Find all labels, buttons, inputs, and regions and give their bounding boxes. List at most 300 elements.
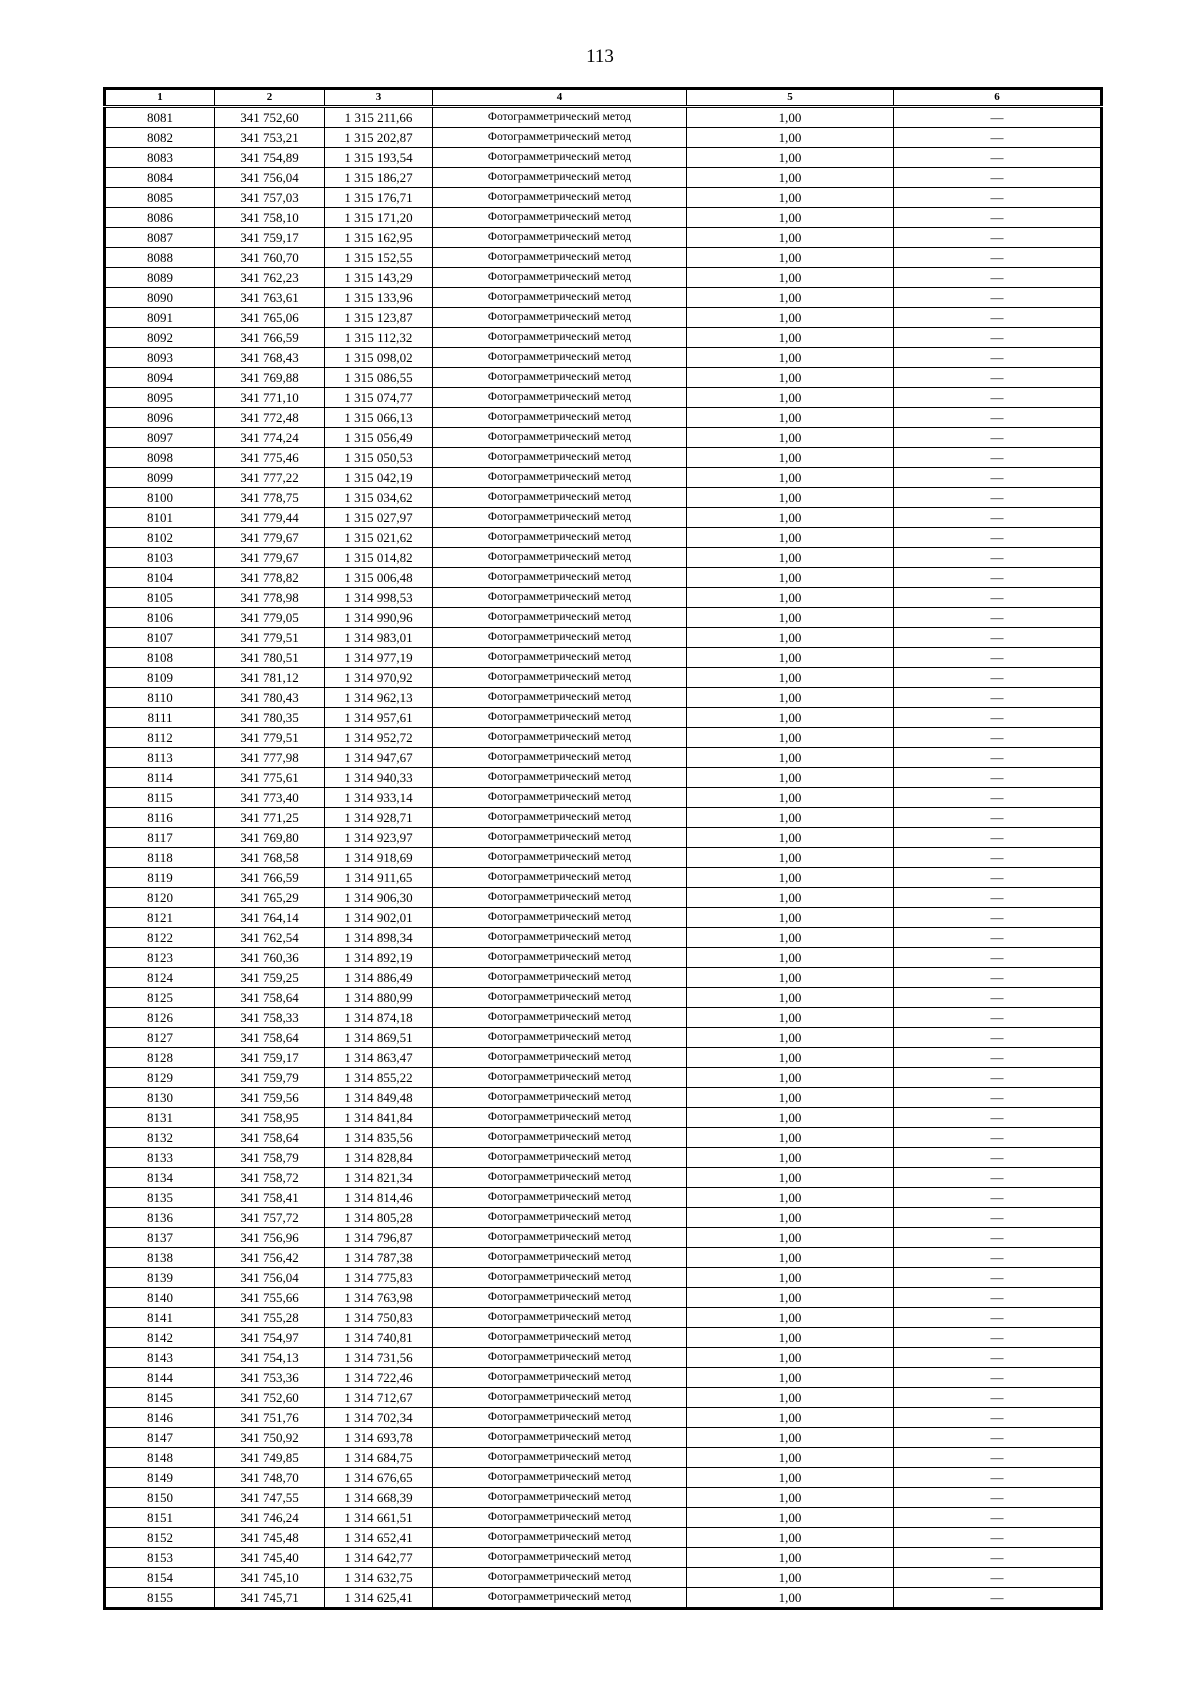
y-coordinate-cell: 1 315 112,32: [325, 328, 433, 348]
table-row: [105, 1148, 1102, 1168]
y-coordinate-cell: 1 314 828,84: [325, 1148, 433, 1168]
point-number-cell: 8085: [105, 188, 215, 208]
table-row: [105, 168, 1102, 188]
y-coordinate-cell: 1 314 849,48: [325, 1088, 433, 1108]
method-cell: Фотограмметрический метод: [433, 1028, 687, 1048]
x-coordinate-cell: 341 779,44: [215, 508, 325, 528]
point-number-cell: 8098: [105, 448, 215, 468]
y-coordinate-cell: 1 314 668,39: [325, 1488, 433, 1508]
note-cell: —: [894, 1268, 1102, 1288]
x-coordinate-cell: 341 757,03: [215, 188, 325, 208]
point-number-cell: 8136: [105, 1208, 215, 1228]
method-cell: Фотограмметрический метод: [433, 228, 687, 248]
table-row: [105, 788, 1102, 808]
y-coordinate-cell: 1 314 940,33: [325, 768, 433, 788]
method-cell: Фотограмметрический метод: [433, 728, 687, 748]
x-coordinate-cell: 341 780,35: [215, 708, 325, 728]
accuracy-cell: 1,00: [687, 448, 894, 468]
x-coordinate-cell: 341 775,46: [215, 448, 325, 468]
table-row: [105, 968, 1102, 988]
y-coordinate-cell: 1 314 998,53: [325, 588, 433, 608]
x-coordinate-cell: 341 779,51: [215, 728, 325, 748]
point-number-cell: 8122: [105, 928, 215, 948]
method-cell: Фотограмметрический метод: [433, 388, 687, 408]
x-coordinate-cell: 341 771,10: [215, 388, 325, 408]
note-cell: —: [894, 548, 1102, 568]
method-cell: Фотограмметрический метод: [433, 107, 687, 128]
method-cell: Фотограмметрический метод: [433, 988, 687, 1008]
method-cell: Фотограмметрический метод: [433, 748, 687, 768]
point-number-cell: 8093: [105, 348, 215, 368]
column-header-3: 3: [325, 89, 433, 107]
accuracy-cell: 1,00: [687, 288, 894, 308]
table-row: [105, 1508, 1102, 1528]
note-cell: —: [894, 908, 1102, 928]
method-cell: Фотограмметрический метод: [433, 1548, 687, 1568]
note-cell: —: [894, 808, 1102, 828]
x-coordinate-cell: 341 762,23: [215, 268, 325, 288]
note-cell: —: [894, 1288, 1102, 1308]
note-cell: —: [894, 308, 1102, 328]
x-coordinate-cell: 341 758,41: [215, 1188, 325, 1208]
method-cell: Фотограмметрический метод: [433, 1048, 687, 1068]
y-coordinate-cell: 1 315 066,13: [325, 408, 433, 428]
point-number-cell: 8129: [105, 1068, 215, 1088]
accuracy-cell: 1,00: [687, 848, 894, 868]
accuracy-cell: 1,00: [687, 1488, 894, 1508]
note-cell: —: [894, 1148, 1102, 1168]
y-coordinate-cell: 1 315 162,95: [325, 228, 433, 248]
x-coordinate-cell: 341 748,70: [215, 1468, 325, 1488]
table-row: [105, 1168, 1102, 1188]
point-number-cell: 8088: [105, 248, 215, 268]
x-coordinate-cell: 341 779,05: [215, 608, 325, 628]
point-number-cell: 8139: [105, 1268, 215, 1288]
y-coordinate-cell: 1 314 990,96: [325, 608, 433, 628]
note-cell: —: [894, 1428, 1102, 1448]
point-number-cell: 8082: [105, 128, 215, 148]
y-coordinate-cell: 1 314 911,65: [325, 868, 433, 888]
table-row: [105, 728, 1102, 748]
accuracy-cell: 1,00: [687, 668, 894, 688]
y-coordinate-cell: 1 315 211,66: [325, 107, 433, 128]
point-number-cell: 8144: [105, 1368, 215, 1388]
table-row: [105, 548, 1102, 568]
x-coordinate-cell: 341 759,17: [215, 1048, 325, 1068]
accuracy-cell: 1,00: [687, 1088, 894, 1108]
method-cell: Фотограмметрический метод: [433, 1188, 687, 1208]
table-row: [105, 348, 1102, 368]
method-cell: Фотограмметрический метод: [433, 1228, 687, 1248]
method-cell: Фотограмметрический метод: [433, 1568, 687, 1588]
table-row: [105, 1048, 1102, 1068]
point-number-cell: 8094: [105, 368, 215, 388]
method-cell: Фотограмметрический метод: [433, 248, 687, 268]
accuracy-cell: 1,00: [687, 428, 894, 448]
note-cell: —: [894, 708, 1102, 728]
point-number-cell: 8124: [105, 968, 215, 988]
point-number-cell: 8087: [105, 228, 215, 248]
table-row: [105, 1088, 1102, 1108]
point-number-cell: 8132: [105, 1128, 215, 1148]
point-number-cell: 8120: [105, 888, 215, 908]
accuracy-cell: 1,00: [687, 808, 894, 828]
x-coordinate-cell: 341 759,17: [215, 228, 325, 248]
accuracy-cell: 1,00: [687, 548, 894, 568]
accuracy-cell: 1,00: [687, 408, 894, 428]
point-number-cell: 8083: [105, 148, 215, 168]
table-row: [105, 1488, 1102, 1508]
coordinates-table: [103, 87, 1103, 1610]
table-row: [105, 388, 1102, 408]
accuracy-cell: 1,00: [687, 1588, 894, 1609]
method-cell: Фотограмметрический метод: [433, 688, 687, 708]
x-coordinate-cell: 341 765,06: [215, 308, 325, 328]
x-coordinate-cell: 341 777,22: [215, 468, 325, 488]
method-cell: Фотограмметрический метод: [433, 588, 687, 608]
point-number-cell: 8130: [105, 1088, 215, 1108]
note-cell: —: [894, 528, 1102, 548]
x-coordinate-cell: 341 755,28: [215, 1308, 325, 1328]
x-coordinate-cell: 341 778,75: [215, 488, 325, 508]
point-number-cell: 8103: [105, 548, 215, 568]
note-cell: —: [894, 1488, 1102, 1508]
method-cell: Фотограмметрический метод: [433, 208, 687, 228]
y-coordinate-cell: 1 314 676,65: [325, 1468, 433, 1488]
point-number-cell: 8143: [105, 1348, 215, 1368]
column-header-2: 2: [215, 89, 325, 107]
x-coordinate-cell: 341 780,51: [215, 648, 325, 668]
table-row: [105, 528, 1102, 548]
y-coordinate-cell: 1 315 006,48: [325, 568, 433, 588]
method-cell: Фотограмметрический метод: [433, 488, 687, 508]
note-cell: —: [894, 768, 1102, 788]
accuracy-cell: 1,00: [687, 728, 894, 748]
table-row: [105, 268, 1102, 288]
table-row: [105, 568, 1102, 588]
y-coordinate-cell: 1 314 947,67: [325, 748, 433, 768]
accuracy-cell: 1,00: [687, 748, 894, 768]
y-coordinate-cell: 1 315 123,87: [325, 308, 433, 328]
point-number-cell: 8148: [105, 1448, 215, 1468]
method-cell: Фотограмметрический метод: [433, 1208, 687, 1228]
note-cell: —: [894, 148, 1102, 168]
accuracy-cell: 1,00: [687, 1428, 894, 1448]
point-number-cell: 8092: [105, 328, 215, 348]
y-coordinate-cell: 1 315 152,55: [325, 248, 433, 268]
method-cell: Фотограмметрический метод: [433, 948, 687, 968]
point-number-cell: 8154: [105, 1568, 215, 1588]
y-coordinate-cell: 1 315 056,49: [325, 428, 433, 448]
note-cell: —: [894, 1168, 1102, 1188]
method-cell: Фотограмметрический метод: [433, 348, 687, 368]
point-number-cell: 8126: [105, 1008, 215, 1028]
method-cell: Фотограмметрический метод: [433, 908, 687, 928]
note-cell: —: [894, 228, 1102, 248]
point-number-cell: 8151: [105, 1508, 215, 1528]
note-cell: —: [894, 488, 1102, 508]
accuracy-cell: 1,00: [687, 528, 894, 548]
method-cell: Фотограмметрический метод: [433, 1248, 687, 1268]
accuracy-cell: 1,00: [687, 1328, 894, 1348]
y-coordinate-cell: 1 315 021,62: [325, 528, 433, 548]
note-cell: —: [894, 1008, 1102, 1028]
y-coordinate-cell: 1 314 983,01: [325, 628, 433, 648]
accuracy-cell: 1,00: [687, 1288, 894, 1308]
method-cell: Фотограмметрический метод: [433, 568, 687, 588]
x-coordinate-cell: 341 754,13: [215, 1348, 325, 1368]
x-coordinate-cell: 341 771,25: [215, 808, 325, 828]
note-cell: —: [894, 448, 1102, 468]
note-cell: —: [894, 1128, 1102, 1148]
x-coordinate-cell: 341 750,92: [215, 1428, 325, 1448]
accuracy-cell: 1,00: [687, 308, 894, 328]
method-cell: Фотограмметрический метод: [433, 1168, 687, 1188]
table-row: [105, 1408, 1102, 1428]
table-row: [105, 107, 1102, 128]
note-cell: —: [894, 928, 1102, 948]
x-coordinate-cell: 341 768,43: [215, 348, 325, 368]
table-row: [105, 668, 1102, 688]
accuracy-cell: 1,00: [687, 348, 894, 368]
point-number-cell: 8142: [105, 1328, 215, 1348]
x-coordinate-cell: 341 758,10: [215, 208, 325, 228]
x-coordinate-cell: 341 781,12: [215, 668, 325, 688]
accuracy-cell: 1,00: [687, 1248, 894, 1268]
method-cell: Фотограмметрический метод: [433, 708, 687, 728]
note-cell: —: [894, 1048, 1102, 1068]
x-coordinate-cell: 341 754,89: [215, 148, 325, 168]
x-coordinate-cell: 341 746,24: [215, 1508, 325, 1528]
accuracy-cell: 1,00: [687, 388, 894, 408]
table-row: [105, 368, 1102, 388]
note-cell: —: [894, 668, 1102, 688]
column-header-4: 4: [433, 89, 687, 107]
accuracy-cell: 1,00: [687, 1148, 894, 1168]
note-cell: —: [894, 648, 1102, 668]
table-row: [105, 328, 1102, 348]
note-cell: —: [894, 508, 1102, 528]
x-coordinate-cell: 341 756,04: [215, 1268, 325, 1288]
point-number-cell: 8108: [105, 648, 215, 668]
accuracy-cell: 1,00: [687, 488, 894, 508]
note-cell: —: [894, 388, 1102, 408]
note-cell: —: [894, 688, 1102, 708]
point-number-cell: 8153: [105, 1548, 215, 1568]
table-row: [105, 948, 1102, 968]
table-row: [105, 1028, 1102, 1048]
point-number-cell: 8086: [105, 208, 215, 228]
x-coordinate-cell: 341 779,67: [215, 548, 325, 568]
note-cell: —: [894, 128, 1102, 148]
y-coordinate-cell: 1 315 193,54: [325, 148, 433, 168]
accuracy-cell: 1,00: [687, 688, 894, 708]
note-cell: —: [894, 1068, 1102, 1088]
column-header-5: 5: [687, 89, 894, 107]
point-number-cell: 8121: [105, 908, 215, 928]
table-row: [105, 1568, 1102, 1588]
y-coordinate-cell: 1 314 923,97: [325, 828, 433, 848]
note-cell: —: [894, 1328, 1102, 1348]
method-cell: Фотограмметрический метод: [433, 868, 687, 888]
note-cell: —: [894, 1448, 1102, 1468]
y-coordinate-cell: 1 315 171,20: [325, 208, 433, 228]
point-number-cell: 8106: [105, 608, 215, 628]
point-number-cell: 8152: [105, 1528, 215, 1548]
y-coordinate-cell: 1 314 892,19: [325, 948, 433, 968]
x-coordinate-cell: 341 779,51: [215, 628, 325, 648]
x-coordinate-cell: 341 769,80: [215, 828, 325, 848]
note-cell: —: [894, 828, 1102, 848]
accuracy-cell: 1,00: [687, 1108, 894, 1128]
note-cell: —: [894, 348, 1102, 368]
y-coordinate-cell: 1 314 928,71: [325, 808, 433, 828]
point-number-cell: 8137: [105, 1228, 215, 1248]
y-coordinate-cell: 1 315 027,97: [325, 508, 433, 528]
table-row: [105, 988, 1102, 1008]
column-header-1: 1: [105, 89, 215, 107]
point-number-cell: 8114: [105, 768, 215, 788]
accuracy-cell: 1,00: [687, 1268, 894, 1288]
accuracy-cell: 1,00: [687, 1188, 894, 1208]
accuracy-cell: 1,00: [687, 568, 894, 588]
table-row: [105, 508, 1102, 528]
x-coordinate-cell: 341 773,40: [215, 788, 325, 808]
point-number-cell: 8138: [105, 1248, 215, 1268]
method-cell: Фотограмметрический метод: [433, 548, 687, 568]
table-row: [105, 188, 1102, 208]
accuracy-cell: 1,00: [687, 908, 894, 928]
table-row: [105, 908, 1102, 928]
accuracy-cell: 1,00: [687, 1168, 894, 1188]
method-cell: Фотограмметрический метод: [433, 608, 687, 628]
table-row: [105, 1068, 1102, 1088]
accuracy-cell: 1,00: [687, 1388, 894, 1408]
table-row: [105, 1468, 1102, 1488]
x-coordinate-cell: 341 768,58: [215, 848, 325, 868]
table-row: [105, 148, 1102, 168]
x-coordinate-cell: 341 758,95: [215, 1108, 325, 1128]
method-cell: Фотограмметрический метод: [433, 1528, 687, 1548]
x-coordinate-cell: 341 758,64: [215, 988, 325, 1008]
point-number-cell: 8116: [105, 808, 215, 828]
note-cell: —: [894, 288, 1102, 308]
table-row: [105, 868, 1102, 888]
y-coordinate-cell: 1 314 874,18: [325, 1008, 433, 1028]
point-number-cell: 8089: [105, 268, 215, 288]
y-coordinate-cell: 1 314 775,83: [325, 1268, 433, 1288]
x-coordinate-cell: 341 756,42: [215, 1248, 325, 1268]
method-cell: Фотограмметрический метод: [433, 848, 687, 868]
y-coordinate-cell: 1 314 652,41: [325, 1528, 433, 1548]
table-row: [105, 428, 1102, 448]
y-coordinate-cell: 1 314 763,98: [325, 1288, 433, 1308]
accuracy-cell: 1,00: [687, 1308, 894, 1328]
accuracy-cell: 1,00: [687, 928, 894, 948]
accuracy-cell: 1,00: [687, 1408, 894, 1428]
note-cell: —: [894, 1088, 1102, 1108]
method-cell: Фотограмметрический метод: [433, 1268, 687, 1288]
accuracy-cell: 1,00: [687, 708, 894, 728]
x-coordinate-cell: 341 756,04: [215, 168, 325, 188]
method-cell: Фотограмметрический метод: [433, 1368, 687, 1388]
table-row: [105, 1448, 1102, 1468]
point-number-cell: 8096: [105, 408, 215, 428]
y-coordinate-cell: 1 314 863,47: [325, 1048, 433, 1068]
y-coordinate-cell: 1 314 898,34: [325, 928, 433, 948]
x-coordinate-cell: 341 753,36: [215, 1368, 325, 1388]
note-cell: —: [894, 988, 1102, 1008]
y-coordinate-cell: 1 314 962,13: [325, 688, 433, 708]
x-coordinate-cell: 341 774,24: [215, 428, 325, 448]
point-number-cell: 8097: [105, 428, 215, 448]
note-cell: —: [894, 1408, 1102, 1428]
point-number-cell: 8146: [105, 1408, 215, 1428]
note-cell: —: [894, 1188, 1102, 1208]
table-row: [105, 1268, 1102, 1288]
y-coordinate-cell: 1 315 098,02: [325, 348, 433, 368]
y-coordinate-cell: 1 315 143,29: [325, 268, 433, 288]
note-cell: —: [894, 168, 1102, 188]
x-coordinate-cell: 341 760,70: [215, 248, 325, 268]
method-cell: Фотограмметрический метод: [433, 128, 687, 148]
accuracy-cell: 1,00: [687, 188, 894, 208]
point-number-cell: 8109: [105, 668, 215, 688]
x-coordinate-cell: 341 758,79: [215, 1148, 325, 1168]
table-row: [105, 208, 1102, 228]
x-coordinate-cell: 341 758,64: [215, 1128, 325, 1148]
note-cell: —: [894, 1348, 1102, 1368]
method-cell: Фотограмметрический метод: [433, 1088, 687, 1108]
note-cell: —: [894, 1528, 1102, 1548]
y-coordinate-cell: 1 314 880,99: [325, 988, 433, 1008]
table-row: [105, 928, 1102, 948]
table-row: [105, 608, 1102, 628]
x-coordinate-cell: 341 764,14: [215, 908, 325, 928]
x-coordinate-cell: 341 751,76: [215, 1408, 325, 1428]
y-coordinate-cell: 1 314 869,51: [325, 1028, 433, 1048]
y-coordinate-cell: 1 314 625,41: [325, 1588, 433, 1609]
note-cell: —: [894, 1468, 1102, 1488]
accuracy-cell: 1,00: [687, 1548, 894, 1568]
note-cell: —: [894, 1248, 1102, 1268]
accuracy-cell: 1,00: [687, 508, 894, 528]
table-row: [105, 248, 1102, 268]
y-coordinate-cell: 1 314 712,67: [325, 1388, 433, 1408]
accuracy-cell: 1,00: [687, 1068, 894, 1088]
accuracy-cell: 1,00: [687, 268, 894, 288]
point-number-cell: 8131: [105, 1108, 215, 1128]
accuracy-cell: 1,00: [687, 248, 894, 268]
note-cell: —: [894, 968, 1102, 988]
accuracy-cell: 1,00: [687, 1128, 894, 1148]
accuracy-cell: 1,00: [687, 788, 894, 808]
note-cell: —: [894, 328, 1102, 348]
table-row: [105, 1188, 1102, 1208]
note-cell: —: [894, 1588, 1102, 1609]
note-cell: —: [894, 1508, 1102, 1528]
point-number-cell: 8119: [105, 868, 215, 888]
table-row: [105, 1228, 1102, 1248]
method-cell: Фотограмметрический метод: [433, 668, 687, 688]
note-cell: —: [894, 188, 1102, 208]
accuracy-cell: 1,00: [687, 468, 894, 488]
method-cell: Фотограмметрический метод: [433, 268, 687, 288]
method-cell: Фотограмметрический метод: [433, 1128, 687, 1148]
x-coordinate-cell: 341 777,98: [215, 748, 325, 768]
table-row: [105, 768, 1102, 788]
header-row: [105, 89, 1102, 107]
